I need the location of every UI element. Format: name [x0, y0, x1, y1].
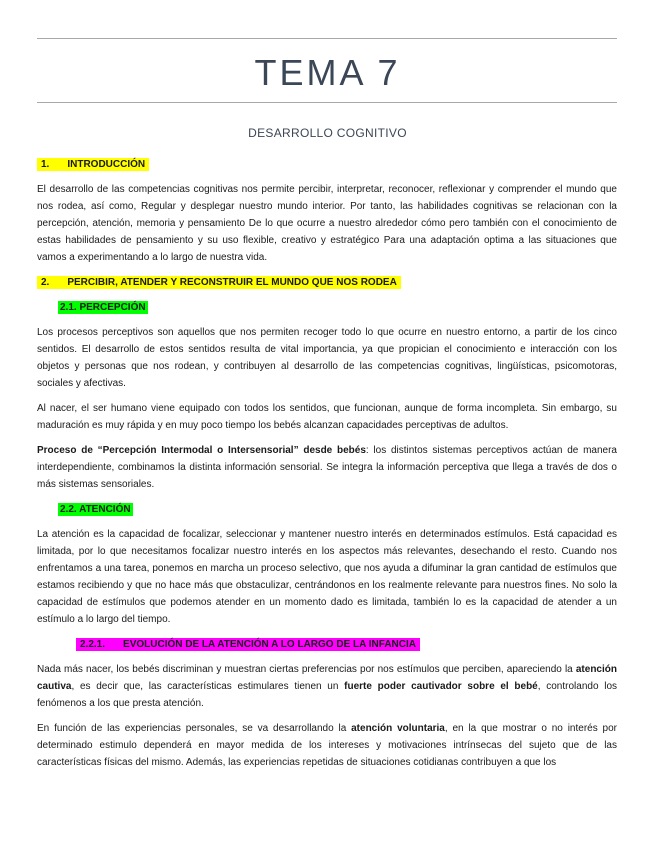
page-subtitle: DESARROLLO COGNITIVO [248, 126, 407, 140]
paragraph-text: : los distintos sistemas perceptivos actúan de manera interdependiente, combinamos la distinta información sensorial. Se integra la información perceptiva que llega a través de dos o más sistemas sensoriales. [37, 445, 617, 490]
subsubsection-highlight: 2.2.1. EVOLUCIÓN DE LA ATENCIÓN A LO LARGO DE LA INFANCIA [76, 638, 420, 651]
paragraph-atencion: La atención es la capacidad de focalizar, seleccionar y mantener nuestro interés en determinados estímulos. Está capacidad es limitada, por lo que necesitamos focalizar nuestro interés en los aspectos más relevantes, desechando el resto. Cuando nos enfrentamos a una tarea, ponemos en marcha un proceso selectivo, que nos ayuda a difuminar la gran cantidad de estímulos que estamos recibiendo y que no hace más que obstaculizar, centrándonos en los realmente relevante para nuestros fines. No solo la capacidad de estímulos que podemos atender en un momento dado es limitada, también lo es la capacidad de atender a un estímulo a lo largo del tiempo. [37, 529, 617, 625]
bold-text: Proceso de “ [37, 445, 103, 456]
page-title: TEMA 7 [254, 52, 401, 93]
subsection-heading-atencion [37, 501, 617, 518]
paragraph-percepcion-1: Los procesos perceptivos son aquellos que nos permiten recoger todo lo que ocurre en nuestro entorno, a partir de los cinco sentidos. El desarrollo de estos sentidos resulta de vital importancia, ya que propician el conocimiento e interacción con los objetos y personas que nos rodean, y contribuyen al desarrollo de las competencias cognitivas, lingüísticas, psicomotoras, sociales y afectivas. [37, 327, 617, 389]
paragraph-percepcion-3 [37, 442, 617, 493]
bold-term: atención cautiva [37, 664, 617, 692]
section-heading-introduccion [37, 156, 617, 173]
bold-term: Percepción Intermodal o Intersensorial [102, 445, 294, 456]
section-highlight: 2. PERCIBIR, ATENDER Y RECONSTRUIR EL MUNDO QUE NOS RODEA [37, 276, 401, 289]
section-highlight: 1. INTRODUCCIÓN [37, 158, 149, 171]
paragraph-evolucion-1: Nada más nacer, los bebés discriminan y muestran ciertas preferencias por nos estímulos que perciben, apareciendo la atención cautiva, es decir que, las características estimulares tienen un fuerte poder cautivador sobre el bebé, controlando los fenómenos a los que presta atención. [37, 664, 617, 709]
paragraph-percepcion-2: Al nacer, el ser humano viene equipado con todos los sentidos, que funcionan, aunque de forma incompleta. Sin embargo, su maduración es muy rápida y en muy poco tiempo los bebés alcanzan capacidades perceptivas de adultos. [37, 403, 617, 431]
subsection-label: 2.1. PERCEPCIÓN [60, 302, 146, 313]
paragraph-intro: El desarrollo de las competencias cognitivas nos permite percibir, interpretar, reconocer, reflexionar y comprender el mundo que nos rodea, así como, Regular y desplegar nuestro mundo interior. Por tanto, las habilidades cognitivas se relacionan con la percepción, atención, memoria y pensamiento De lo que ocurre a nuestro alrededor cómo pero también con el conocimiento de estas habilidades de pensamiento y su uso flexible, creativo y estratégico Para una adaptación optima a las situaciones que vamos a experimentando a lo largo de nuestra vida. [37, 184, 617, 263]
subsection-label: 2.2. ATENCIÓN [60, 504, 131, 515]
bold-term: fuerte poder cautivador sobre el bebé [344, 681, 538, 692]
subsubsection-heading-evolucion [37, 636, 617, 653]
paragraph-evolucion-2: En función de las experiencias personales, se va desarrollando la atención voluntaria, en la que mostrar o no interés por determinado estimulo dependerá en mayor medida de los intereses y motivaciones intrínsecas del sujeto que de las características físicas del mismo. Además, las experiencias repetidas de situaciones cotidianas contribuyen a que los [37, 723, 618, 768]
bold-text: ” desde bebés [293, 445, 366, 456]
document-body [37, 156, 617, 779]
title-rule [37, 102, 617, 103]
bold-term: atención voluntaria [351, 723, 445, 734]
section-heading-percibir [37, 274, 617, 291]
top-rule [37, 38, 617, 39]
subsection-heading-percepcion [37, 299, 617, 316]
